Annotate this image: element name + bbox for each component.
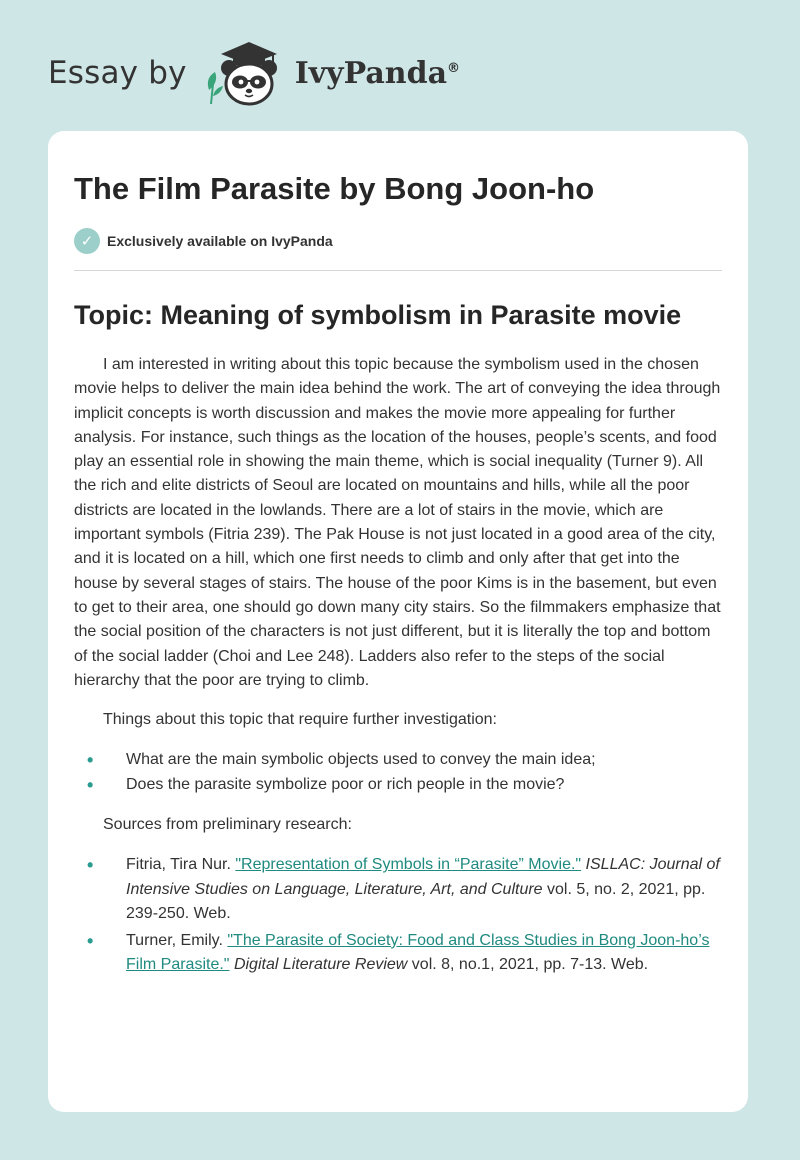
source-link[interactable]: "Representation of Symbols in “Parasite” Movie." [235,856,582,874]
registered-mark: ® [447,60,461,76]
essay-card [48,131,748,1112]
divider [74,270,722,271]
source-details: vol. 5, no. 2, 2021, pp. 239-250. Web. [126,880,706,923]
source-journal: ISLLAC: Journal of Intensive Studies on Language, Literature, Art, and Culture [126,856,720,898]
exclusive-label: Exclusively available on IvyPanda [107,233,333,249]
bullet-icon: • [87,750,94,771]
source-link[interactable]: "The Parasite of Society: Food and Class Studies in Bong Joon-ho’s Film Parasite." [126,931,710,974]
exclusive-badge [74,227,722,255]
page-title: The Film Parasite by Bong Joon-ho [74,171,595,206]
source-author: Turner, Emily. [126,931,228,949]
investigation-lead: Things about this topic that require further investigation: [103,711,497,729]
bullet-icon: • [87,774,94,795]
brand-header [48,38,460,108]
bullet-icon: • [87,930,94,951]
source-journal: Digital Literature Review [233,956,408,974]
source-author: Fitria, Tira Nur. [126,856,236,874]
question-list [74,748,722,797]
brand-name: IvyPanda® [294,55,461,91]
topic-heading: Topic: Meaning of symbolism in Parasite movie [74,300,682,330]
sources-lead: Sources from preliminary research: [103,816,352,834]
list-item: • What are the main symbolic objects used to convey the main idea; [74,748,722,773]
panda-logo-icon[interactable] [201,38,293,108]
bullet-icon: • [87,855,94,876]
sources-list [74,853,722,978]
list-item [74,929,722,978]
list-item: • Does the parasite symbolize poor or rich people in the movie? [74,773,722,798]
brand-prefix: Essay by [48,55,187,91]
source-details: vol. 8, no.1, 2021, pp. 7-13. Web. [407,956,649,974]
check-icon: ✓ [74,228,100,254]
body-paragraph: I am interested in writing about this topic because the symbolism used in the chosen movie helps to deliver the main idea behind the work. The art of conveying the idea through implicit concepts is worth discussion and makes the movie more appealing for further analysis. For instance, such things as the location of the houses, people’s scents, and food play an essential role in showing the main theme, which is social inequality (Turner 9). All the rich and elite districts of Seoul are located on mountains and hills, while all the poor districts are located in the lowlands. There are a lot of stairs in the movie, which are important symbols (Fitria 239). The Pak House is not just located in a good area of the city, and it is located on a hill, which one first needs to climb and only after that get into the house by several stages of stairs. The house of the poor Kims is in the basement, but even to get to their area, one should go down many city stairs. So the filmmakers emphasize that the social position of the characters is not just different, but it is literally the top and bottom of the social ladder (Choi and Lee 248). Ladders also refer to the steps of the social hierarchy that the poor are trying to climb. [74,356,721,689]
list-item [74,853,722,927]
